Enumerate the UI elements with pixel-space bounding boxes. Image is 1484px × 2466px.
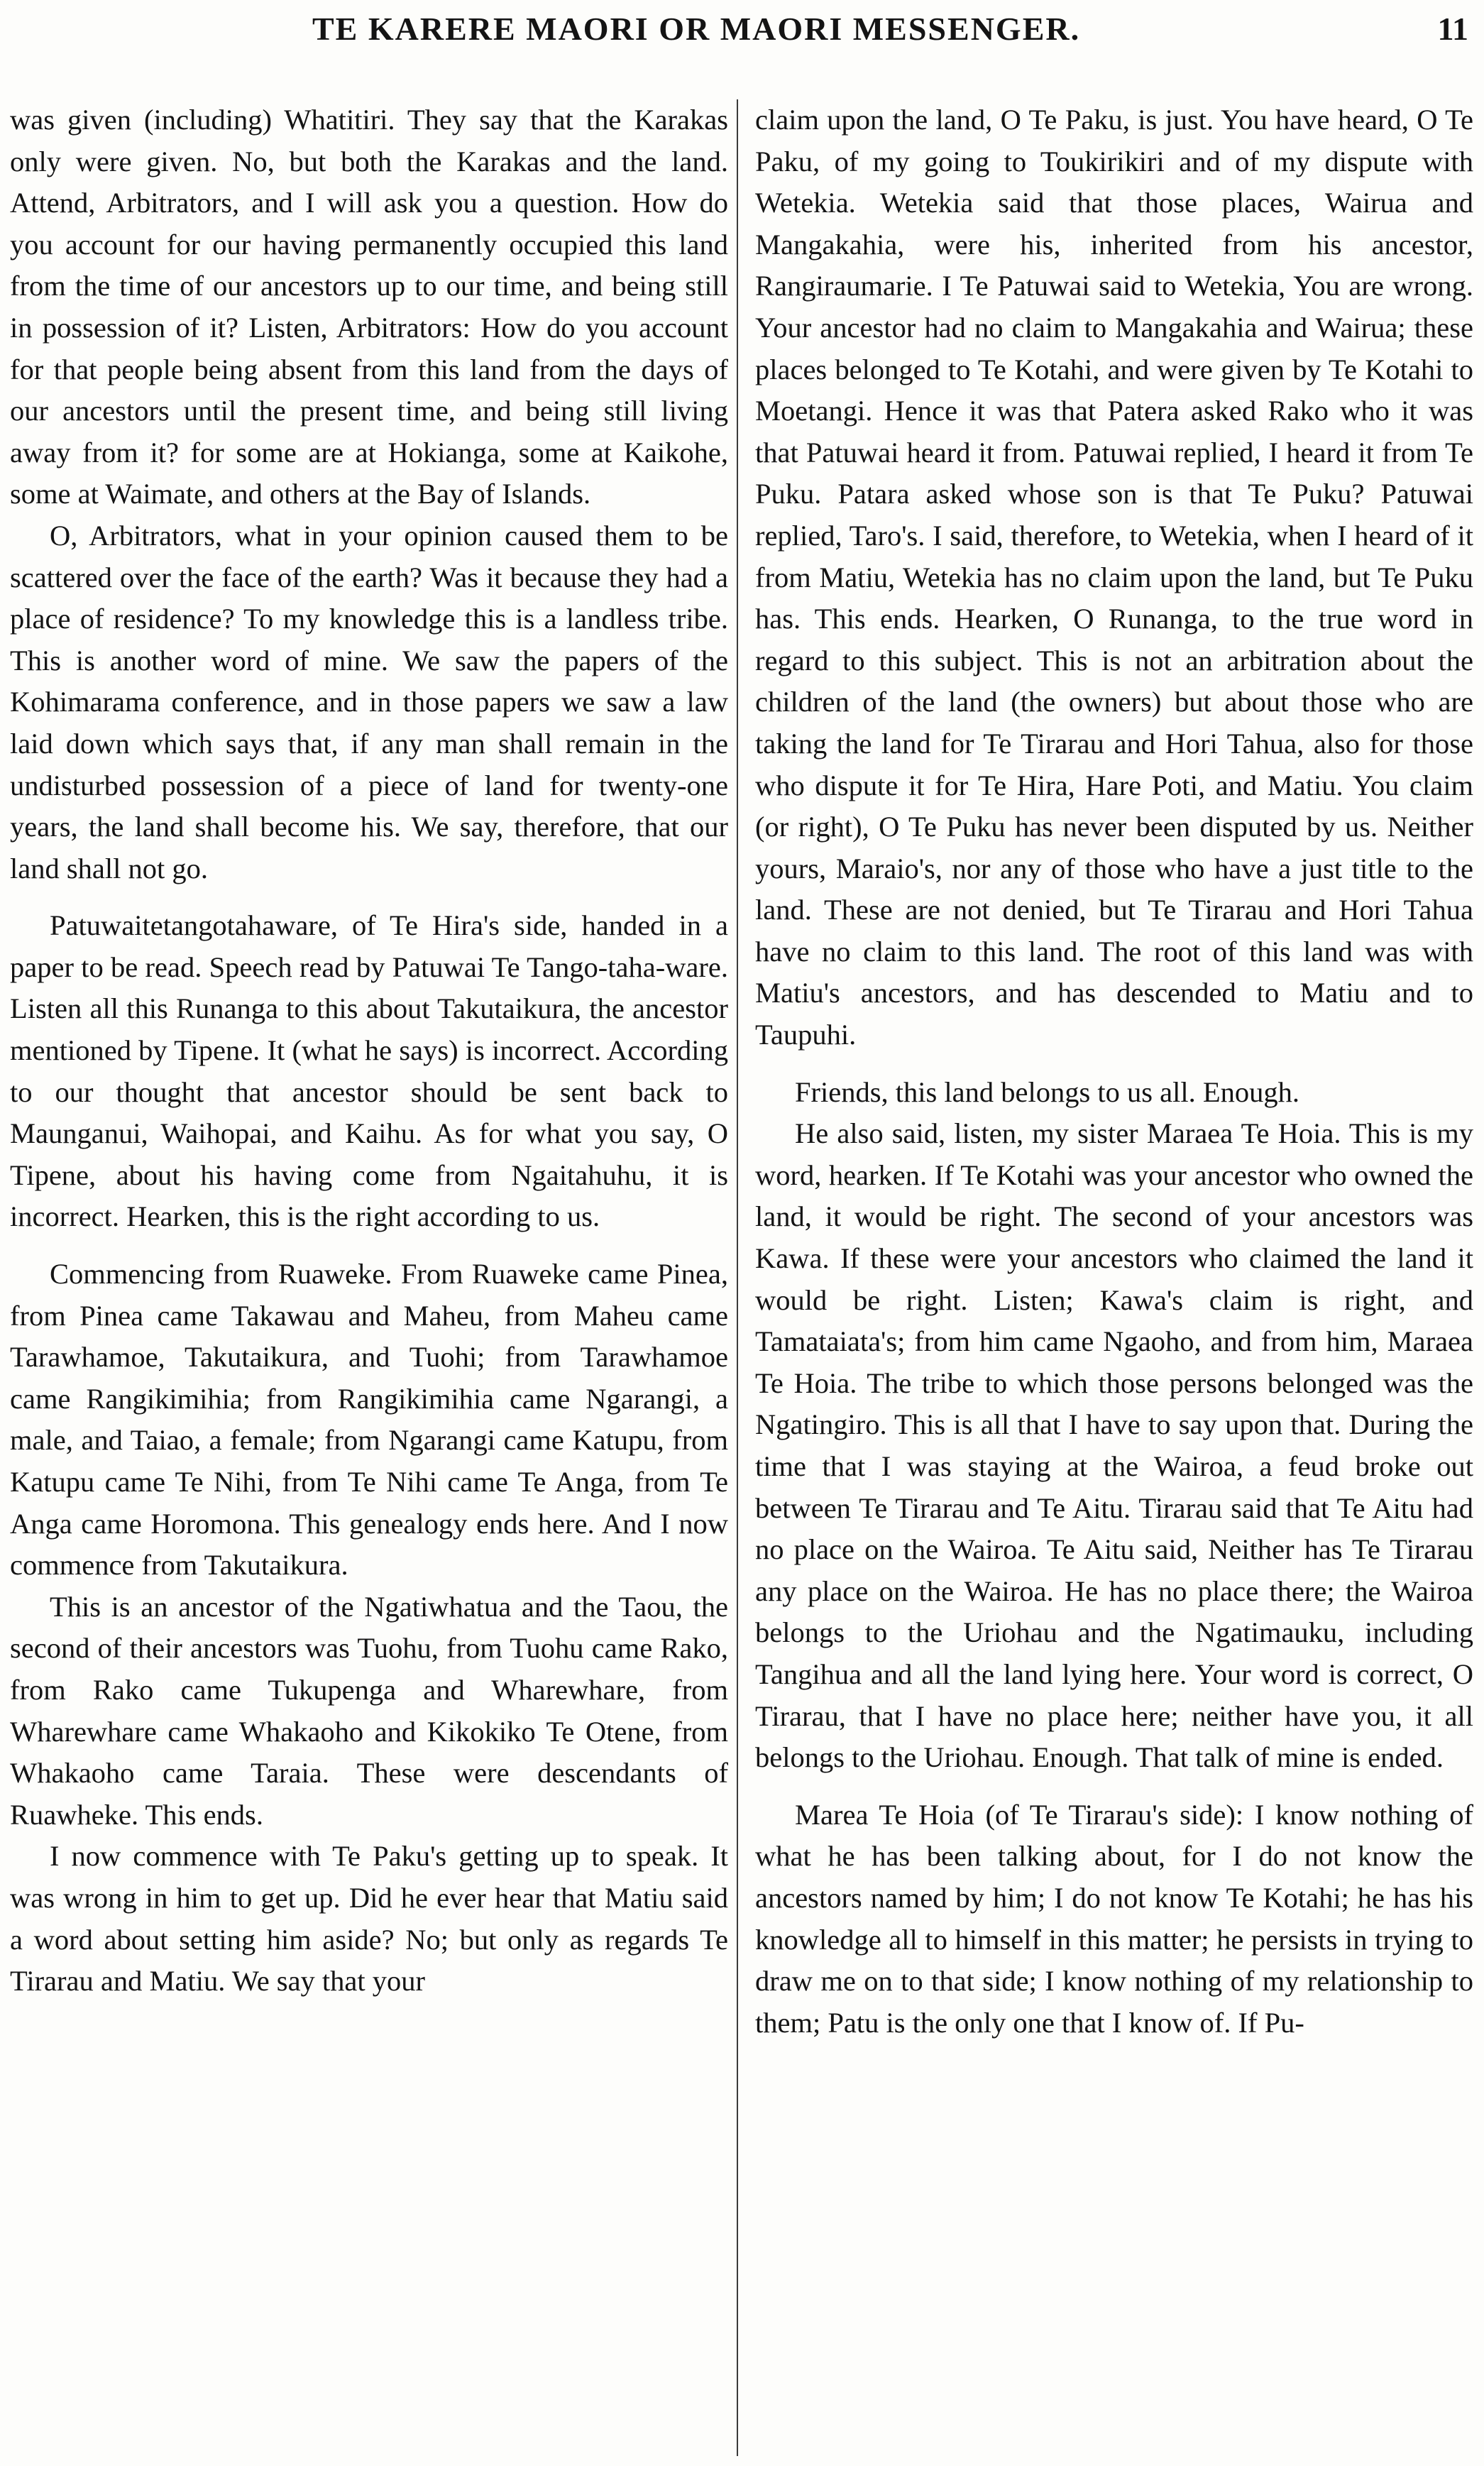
paragraph: claim upon the land, O Te Paku, is just. You have heard, O Te Paku, of my going to Toukirikiri and of my dispute with Wetekia. Wetekia said that those places, Wairua and Mangakahia, were his, inherited from his ancestor, Rangiraumarie. I Te Patuwai said to Wetekia, You are wrong. Your ancestor had no claim to Mangakahia and Wairua; these places belonged to Te Kotahi, and were given by Te Kotahi to Moetangi. Hence it was that Patera asked Rako who it was that Patuwai heard it from. Patuwai replied, I heard it from Te Puku. Patara asked whose son is that Te Puku? Patuwai replied, Taro's. I said, therefore, to Wetekia, when I heard of it from Matiu, Wetekia has no claim upon the land, but Te Puku has. This ends. Hearken, O Runanga, to the true word in regard to this subject. This is not an arbitration about the children of the land (the owners) but about those who are taking the land for Te Tirarau and Hori Tahua, also for those who dispute it for Te Hira, Hare Poti, and Matiu. You claim (or right), O Te Puku has never been disputed by us. Neither yours, Maraio's, nor any of those who have a just title to the land. These are not denied, but Te Tirarau and Hori Tahua have no claim to this land. The root of this land was with Matiu's ancestors, and has descended to Matiu and to Taupuhi. (755, 104, 1473, 1051)
paragraph: Commencing from Ruaweke. From Ruaweke came Pinea, from Pinea came Takawau and Maheu, from Maheu came Tarawhamoe, Takutaikura, and Tuohi; from Tarawhamoe came Rangikimihia; from Rangikimihia came Ngarangi, a male, and Taiao, a female; from Ngarangi came Katupu, from Katupu came Te Nihi, from Te Nihi came Te Anga, from Te Anga came Horomona. This genealogy ends here. And I now commence from Takutaikura. (10, 1258, 728, 1582)
right-column (755, 99, 1473, 2456)
page-number: 11 (1437, 11, 1468, 47)
paragraph: Patuwaitetangotahaware, of Te Hira's side, handed in a paper to be read. Speech read by Patuwai Te Tango-taha-ware. Listen all this Runanga to this about Takutaikura, the ancestor mentioned by Tipene. It (what he says) is incorrect. According to our thought that ancestor should be sent back to Maunganui, Waihopai, and Kaihu. As for what you say, O Tipene, about his having come from Ngaitahuhu, it is incorrect. Hearken, this is the right according to us. (10, 909, 728, 1233)
paragraph: O, Arbitrators, what in your opinion caused them to be scattered over the face of the earth? Was it because they had a place of residence? To my knowledge this is a landless tribe. This is another word of mine. We saw the papers of the Kohimarama conference, and in those papers we saw a law laid down which says that, if any man shall remain in the undisturbed possession of a piece of land for twenty-one years, the land shall become his. We say, therefore, that our land shall not go. (10, 519, 728, 884)
paragraph: was given (including) Whatitiri. They say that the Karakas only were given. No, but both the Karakas and the land. Attend, Arbitrators, and I will ask you a question. How do you account for our having permanently occupied this land from the time of our ancestors up to our time, and being still in possession of it? Listen, Arbitrators: How do you account for that people being absent from this land from the days of our ancestors until the present time, and being still living away from it? for some are at Hokianga, some at Kaikohe, some at Waimate, and others at the Bay of Islands. (10, 104, 728, 510)
paragraph: I now commence with Te Paku's getting up to speak. It was wrong in him to get up. Did he ever hear that Matiu said a word about setting him aside? No; but only as regards Te Tirarau and Matiu. We say that your (10, 1840, 728, 1998)
paragraph: Marea Te Hoia (of Te Tirarau's side): I know nothing of what he has been talking about, for I do not know the ancestors named by him; I do not know Te Kotahi; he has his knowledge all to himself in this matter; he persists in trying to draw me on to that side; I know nothing of my relationship to them; Patu is the only one that I know of. If Pu- (755, 1798, 1473, 2039)
left-column (10, 99, 728, 2456)
running-head-title: TE KARERE MAORI OR MAORI MESSENGER. (312, 11, 1081, 47)
paragraph: He also said, listen, my sister Maraea Te Hoia. This is my word, hearken. If Te Kotahi was your ancestor who owned the land, it would be right. The second of your ancestors was Kawa. If these were your ancestors who claimed the land it would be right. Listen; Kawa's claim is right, and Tamataiata's; from him came Ngaoho, and from him, Maraea Te Hoia. The tribe to which those persons belonged was the Ngatingiro. This is all that I have to say upon that. During the time that I was staying at the Wairoa, a feud broke out between Te Tirarau and Te Aitu. Tirarau said that Te Aitu had no place on the Wairoa. Te Aitu said, Neither has Te Tirarau any place on the Wairoa. He has no place there; the Wairoa belongs to the Uriohau and the Ngatimauku, including Tangihua and all the land lying here. Your word is correct, O Tirarau, that I have no place here; neither have you, it all belongs to the Uriohau. Enough. That talk of mine is ended. (755, 1117, 1473, 1774)
page-header (0, 6, 1484, 55)
paragraph: Friends, this land belongs to us all. Enough. (795, 1075, 1299, 1108)
paragraph: This is an ancestor of the Ngatiwhatua and the Taou, the second of their ancestors was Tuohu, from Tuohu came Rako, from Rako came Tukupenga and Wharewhare, from Wharewhare came Whakaoho and Kikokiko Te Otene, from Whakaoho came Taraia. These were descendants of Ruawheke. This ends. (10, 1590, 728, 1831)
column-divider (737, 99, 738, 2456)
